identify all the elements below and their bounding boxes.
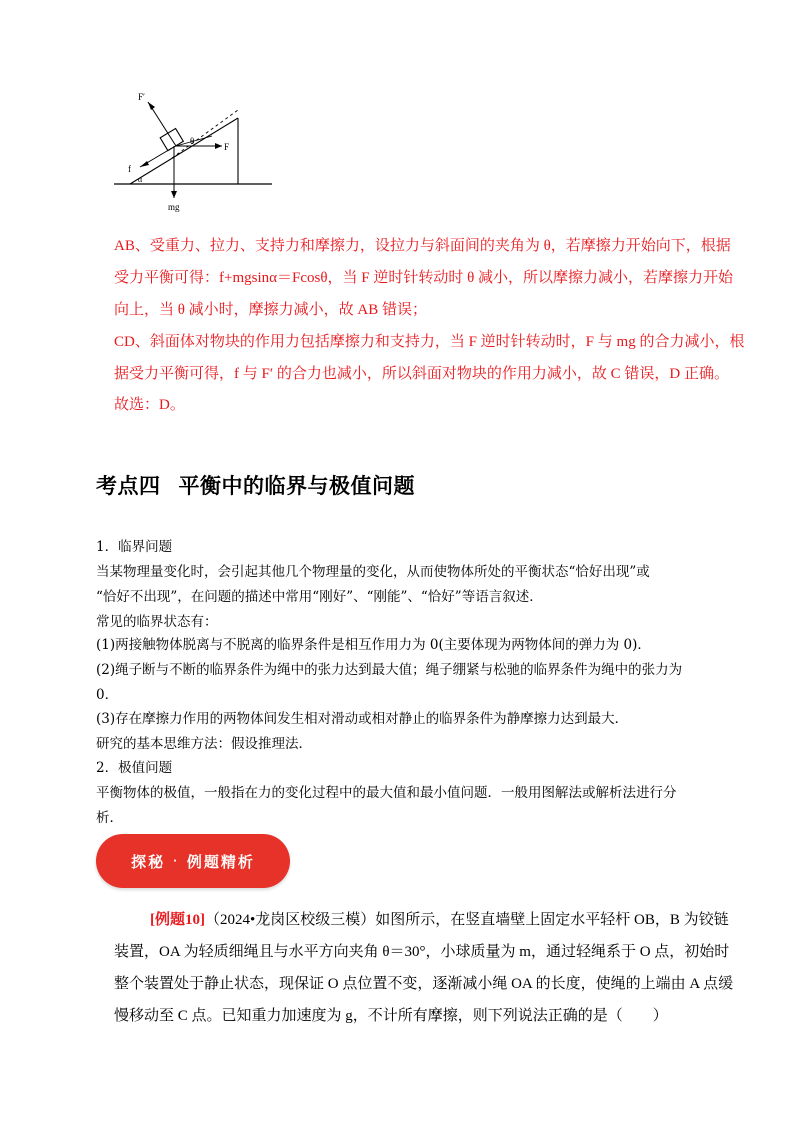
solution-line: AB、受重力、拉力、支持力和摩擦力，设拉力与斜面间的夹角为 θ，若摩擦力开始向下，根据 <box>114 238 731 254</box>
banner-right: 例题精析 <box>186 852 255 871</box>
solution-line: 故选：D。 <box>114 397 185 413</box>
banner-left: 探秘 <box>131 852 166 871</box>
label-f: f <box>128 164 131 174</box>
solution-line: 向上，当 θ 减小时，摩擦力减小，故 AB 错误； <box>114 302 428 318</box>
incline-surface <box>130 118 238 184</box>
body-line: “恰好不出现”，在问题的描述中常用“刚好”、“刚能”、“恰好”等语言叙述． <box>96 589 543 605</box>
example-line: 整个装置处于静止状态，现保证 O 点位置不变，逐渐减小绳 OA 的长度，使绳的上端由 A 点缓 <box>114 976 734 992</box>
force-diagram <box>110 88 290 218</box>
example-line: 装置，OA 为轻质细绳且与水平方向夹角 θ＝30°，小球质量为 m，通过轻绳系于 O 点，初始时 <box>114 944 730 960</box>
body-line: 研究的基本思维方法：假设推理法． <box>96 736 312 752</box>
label-mg: mg <box>168 202 180 212</box>
example-banner <box>96 834 290 888</box>
example-text: （2024•龙岗区校级三模）如图所示，在竖直墙壁上固定水平轻杆 OB，B 为铰链 <box>205 912 729 928</box>
solution-line: 据受力平衡可得，f 与 F′ 的合力也减小，所以斜面对物块的作用力减小，故 C 错误，D 正确。 <box>114 366 729 382</box>
section-title: 平衡中的临界与极值问题 <box>178 474 415 498</box>
body-line: 当某物理量变化时，会引起其他几个物理量的变化，从而使物体所处的平衡状态“恰好出现”或 <box>96 564 650 580</box>
section-heading <box>96 470 415 500</box>
label-alpha: α <box>138 175 143 184</box>
label-theta: θ <box>190 136 195 146</box>
body-line: 平衡物体的极值，一般指在力的变化过程中的最大值和最小值问题．一般用图解法或解析法进行分 <box>96 785 677 801</box>
label-F: F <box>224 142 230 152</box>
solution-line: 受力平衡可得：f+mgsinα＝Fcosθ，当 F 逆时针转动时 θ 减小，所以摩擦力减小，若摩擦力开始 <box>114 270 734 286</box>
body-line: (2)绳子断与不断的临界条件为绳中的张力达到最大值；绳子绷紧与松驰的临界条件为绳中的张力为 <box>96 662 683 678</box>
label-f-prime: F′ <box>138 92 145 102</box>
body-line: 常见的临界状态有： <box>96 614 218 630</box>
example-line: 慢移动至 C 点。已知重力加速度为 g，不计所有摩擦，则下列说法正确的是（ ） <box>114 1008 668 1024</box>
body-line: (3)存在摩擦力作用的两物体间发生相对滑动或相对静止的临界条件为静摩擦力达到最大． <box>96 711 629 727</box>
solution-line: CD、斜面体对物块的作用力包括摩擦力和支持力，当 F 逆时针转动时，F 与 mg 的合力减小，根 <box>114 334 745 350</box>
example-line <box>150 908 729 929</box>
example-tag: [例题10] <box>150 912 205 928</box>
body-line: 析． <box>96 810 123 826</box>
body-line: 1．临界问题 <box>96 539 173 555</box>
body-line: 0． <box>96 687 119 703</box>
section-number: 考点四 <box>96 474 161 498</box>
banner-dot: · <box>173 855 179 867</box>
body-line: 2．极值问题 <box>96 760 173 776</box>
body-line: (1)两接触物体脱离与不脱离的临界条件是相互作用力为 0(主要体现为两物体间的弹力为 0)． <box>96 637 651 653</box>
